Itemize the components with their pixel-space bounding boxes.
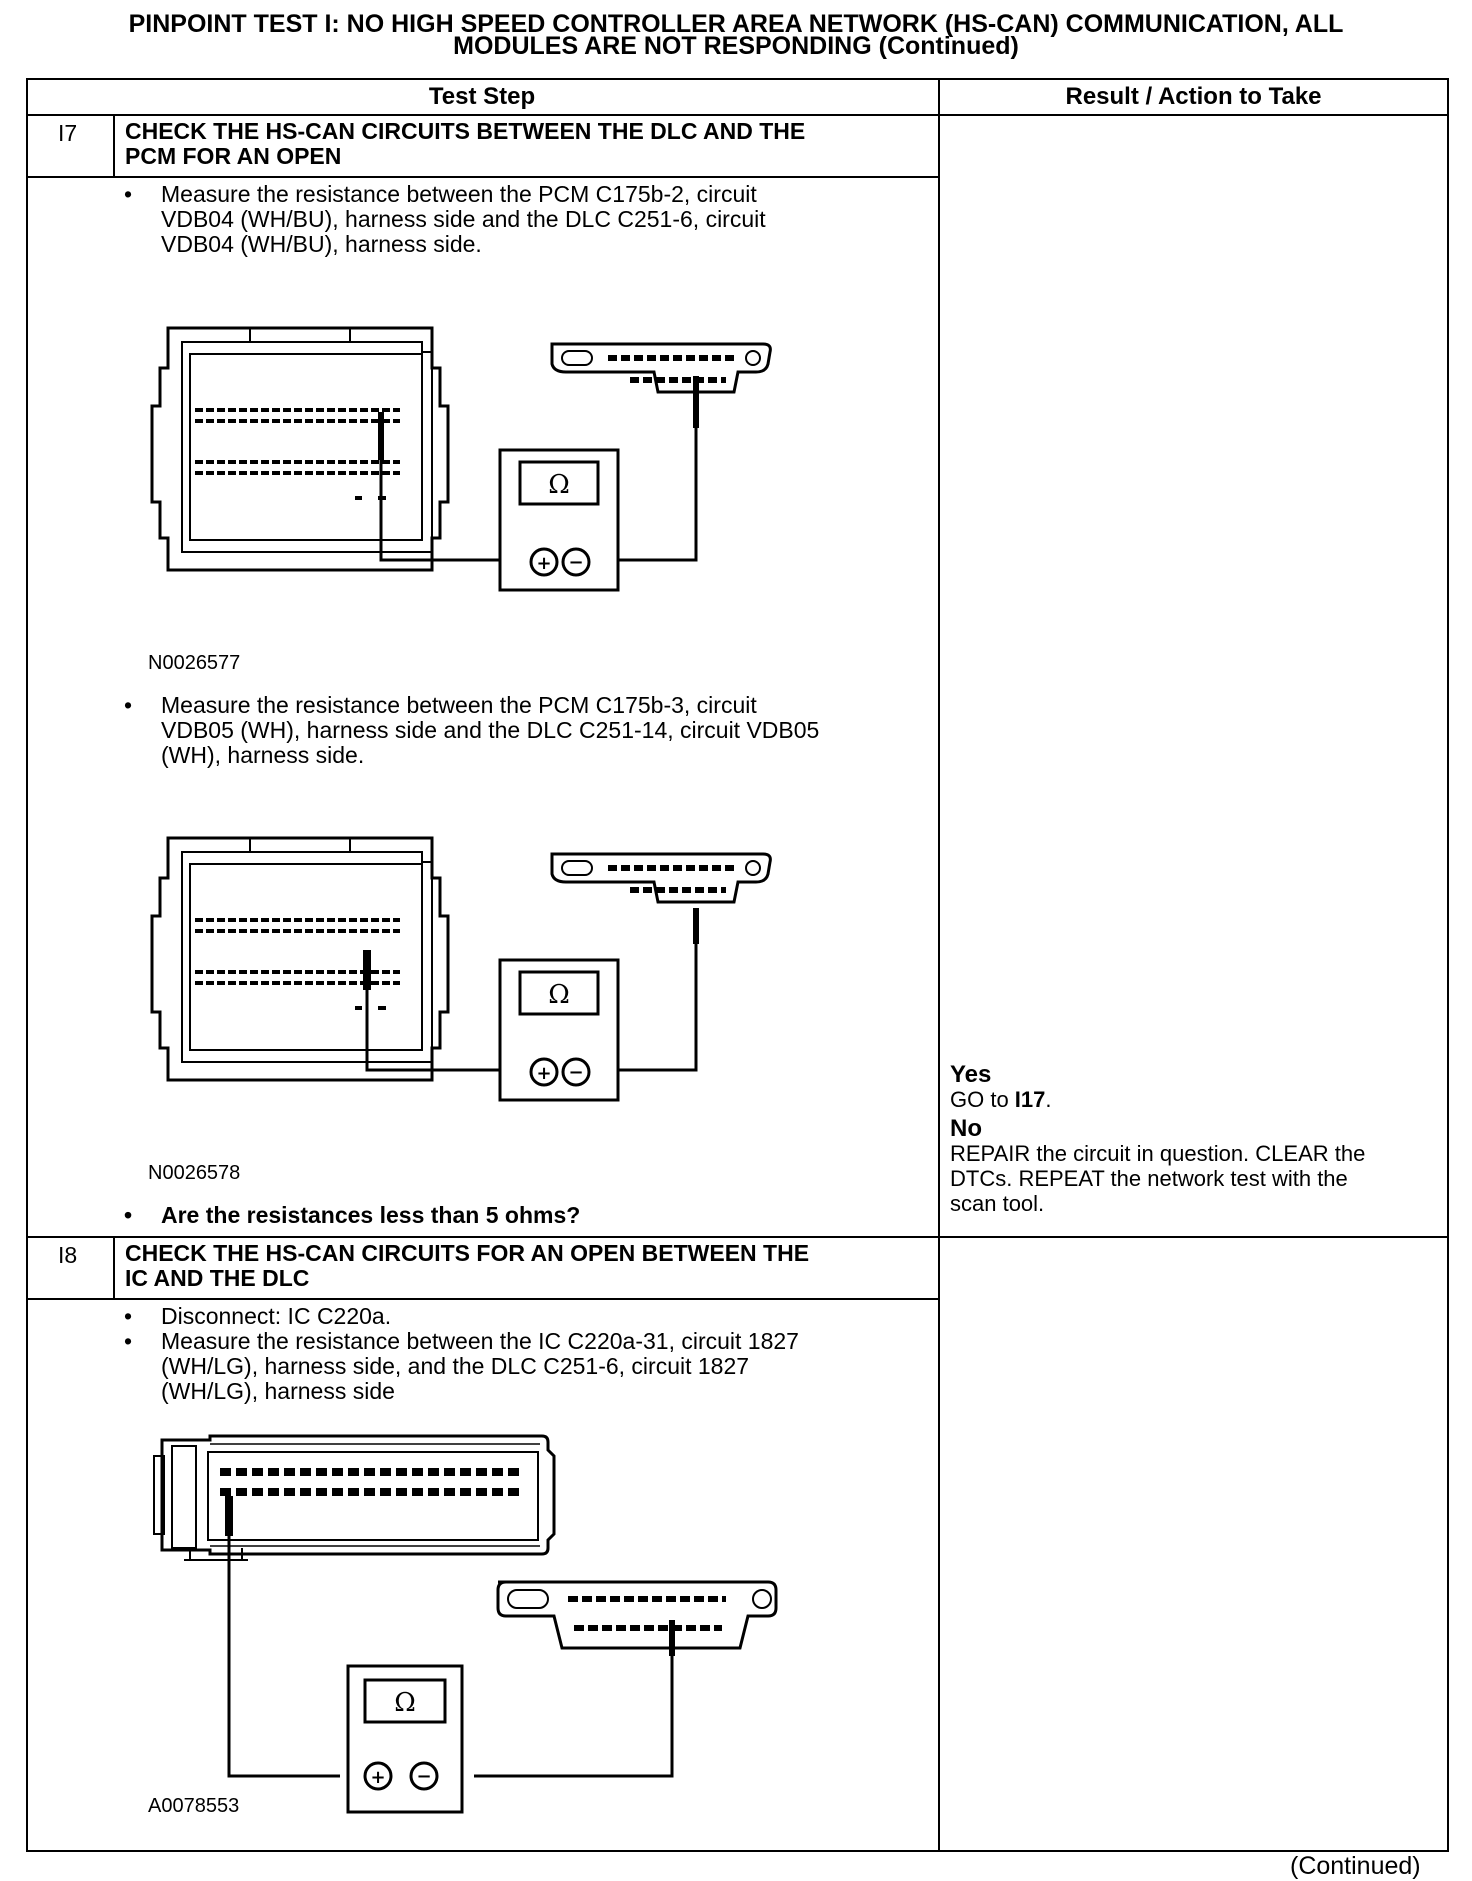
- dlc-probe-lead: [474, 1620, 675, 1776]
- ohm-symbol: Ω: [548, 470, 570, 500]
- figure-id-1: N0026577: [148, 652, 241, 674]
- yes-label: Yes: [950, 1061, 992, 1088]
- pcm-dlc-meter-diagram-1: [150, 320, 780, 600]
- page-title-line-2: MODULES ARE NOT RESPONDING (Continued): [453, 32, 1019, 60]
- dlc-connector: [552, 344, 770, 392]
- ohmmeter: [500, 450, 618, 590]
- page-title-line-1: PINPOINT TEST I: NO HIGH SPEED CONTROLLER AREA NETWORK (HS-CAN) COMMUNICATION, ALL: [128, 10, 1344, 38]
- plus-terminal: +: [536, 553, 552, 574]
- ic-connector: [154, 1436, 554, 1560]
- minus-terminal: −: [568, 1062, 584, 1083]
- i7-result: [950, 1062, 1445, 1216]
- ohmmeter: [500, 960, 618, 1100]
- continued-label: (Continued): [1290, 1852, 1421, 1880]
- i7-heading-rule: [26, 176, 938, 178]
- column-header-result: Result / Action to Take: [1065, 83, 1322, 110]
- step-id-i8: I8: [58, 1242, 78, 1268]
- ohm-symbol: Ω: [394, 1688, 416, 1718]
- pcm-connector: [152, 838, 448, 1080]
- ohm-symbol: Ω: [548, 980, 570, 1010]
- yes-action: GO to I17.: [950, 1087, 1052, 1112]
- step-heading-i7: CHECK THE HS-CAN CIRCUITS BETWEEN THE DLC AND THE PCM FOR AN OPEN: [125, 118, 806, 169]
- minus-terminal: −: [568, 552, 584, 573]
- figure-id-2: N0026578: [148, 1162, 241, 1184]
- step-heading-i8: CHECK THE HS-CAN CIRCUITS FOR AN OPEN BETWEEN THE IC AND THE DLC: [125, 1240, 810, 1291]
- header-rule: [26, 114, 1447, 116]
- plus-terminal: +: [370, 1767, 386, 1788]
- dlc-connector: [498, 1582, 776, 1648]
- no-label: No: [950, 1115, 982, 1142]
- no-action: REPAIR the circuit in question. CLEAR the DTCs. REPEAT the network test with the scan tool.: [950, 1141, 1366, 1216]
- i8-heading-rule: [26, 1298, 938, 1300]
- step-divider: [26, 1236, 1447, 1238]
- dlc-probe-lead: [610, 376, 699, 560]
- dlc-connector: [552, 854, 770, 902]
- ic-dlc-meter-diagram: [150, 1430, 790, 1820]
- i8-id-divider: [113, 1236, 115, 1298]
- pcm-connector: [152, 328, 448, 570]
- step-id-i7: I7: [58, 120, 78, 146]
- pcm-dlc-meter-diagram-2: [150, 830, 780, 1110]
- plus-terminal: +: [536, 1063, 552, 1084]
- ic-probe-lead: [225, 1496, 340, 1776]
- figure-id-3: A0078553: [148, 1795, 240, 1817]
- dlc-probe-lead: [610, 908, 699, 1070]
- i7-id-divider: [113, 114, 115, 176]
- minus-terminal: −: [416, 1766, 432, 1787]
- ohmmeter: [348, 1666, 462, 1812]
- column-header-test-step: Test Step: [428, 83, 536, 110]
- column-divider: [938, 78, 940, 1850]
